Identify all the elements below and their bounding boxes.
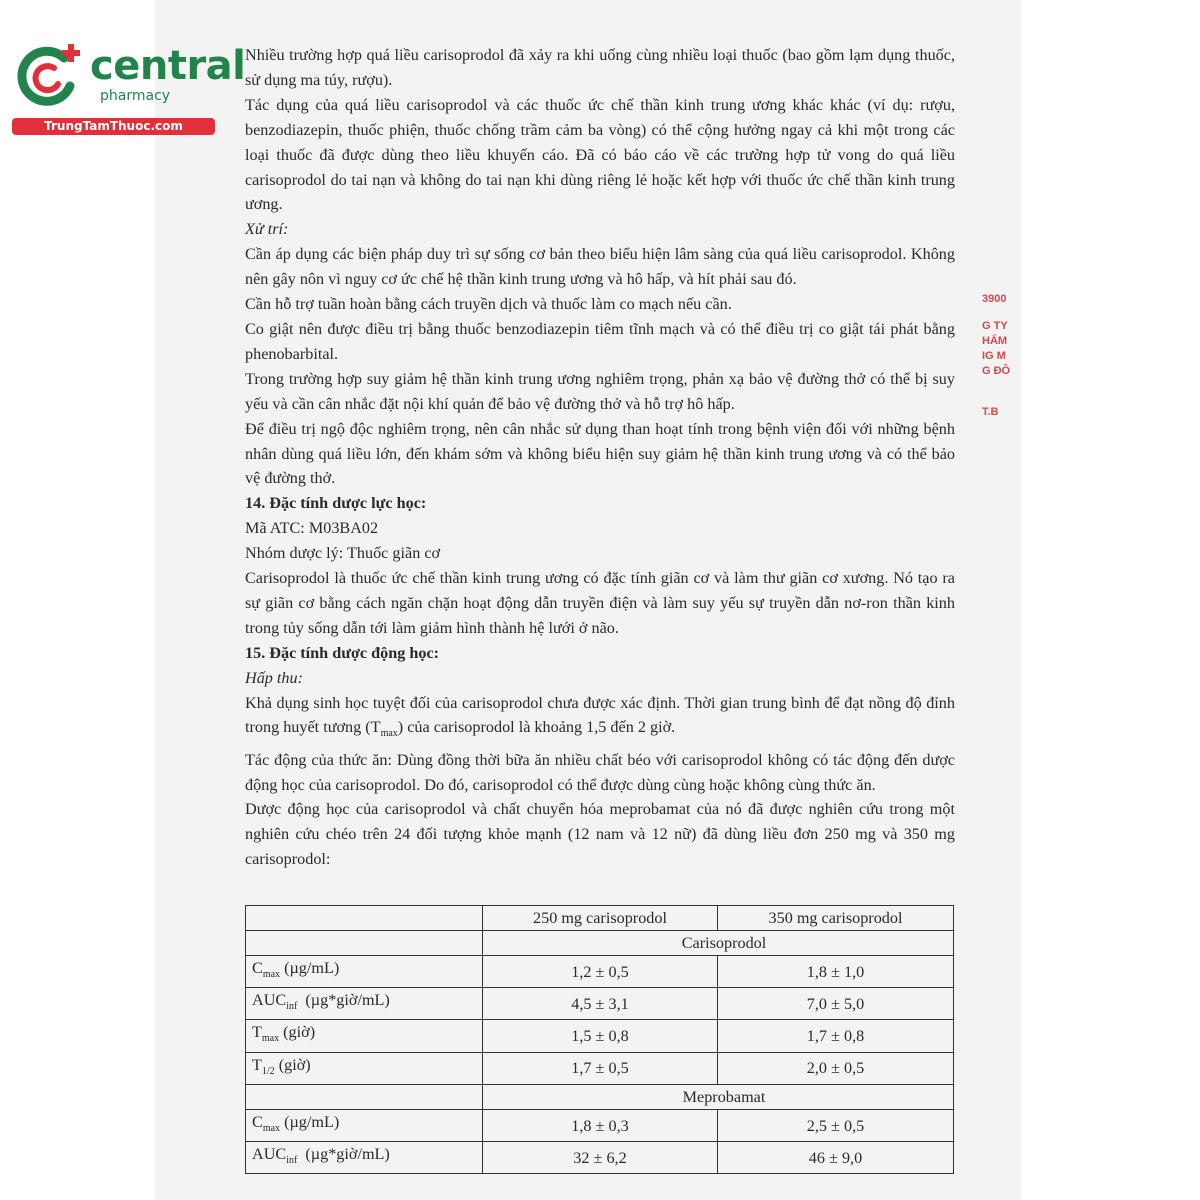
table-cell: [246, 1084, 483, 1109]
subheading: Xử trí:: [245, 220, 289, 239]
table-row: [246, 956, 954, 988]
parameter-symbol: T: [252, 1055, 262, 1074]
stamp-line: 3900: [982, 293, 1007, 305]
table-header-cell: 250 mg carisoprodol: [483, 906, 718, 931]
parameter-unit: (µg*giờ/mL): [297, 1145, 390, 1164]
parameter-symbol: C: [252, 1112, 263, 1131]
value-350mg: 1,8 ± 1,0: [718, 956, 954, 988]
value-250mg: 1,7 ± 0,5: [483, 1052, 718, 1084]
parameter-symbol: C: [252, 959, 263, 977]
parameter-unit: (µg/mL): [280, 1112, 340, 1131]
value-350mg: 46 ± 9,0: [718, 1142, 954, 1174]
parameter-label: [246, 956, 483, 988]
value-250mg: 1,2 ± 0,5: [483, 956, 718, 988]
document-body: [245, 43, 955, 872]
central-pharmacy-logo: [10, 38, 246, 138]
logo-subtitle: pharmacy: [100, 88, 171, 104]
value-350mg: 2,0 ± 0,5: [718, 1052, 954, 1084]
parameter-subscript: inf: [286, 1001, 298, 1013]
parameter-symbol: T: [252, 1023, 262, 1042]
group-name: Carisoprodol: [681, 934, 767, 952]
parameter-subscript: inf: [286, 1155, 298, 1167]
table-group-label: [483, 1084, 954, 1109]
stamp-line: HẨM: [982, 335, 1008, 347]
paragraph: Nhiều trường hợp quá liều carisoprodol đã xảy ra khi uống cùng nhiều loại thuốc (bao gồm lạm dụng thuốc, sử dụng ma túy, rượu).: [245, 46, 955, 89]
paragraph-text: ) của carisoprodol là khoảng 1,5 đến 2 giờ.: [397, 718, 676, 737]
stamp-line: IG M: [982, 350, 1006, 362]
pharmacokinetics-table: [245, 905, 954, 1174]
paragraph: Mã ATC: M03BA02: [245, 519, 379, 538]
paragraph: [245, 691, 955, 748]
table-row: [246, 988, 954, 1020]
paragraph: Tác động của thức ăn: Dùng đồng thời bữa ăn nhiều chất béo với carisoprodol không có tác động đến dược động học của carisoprodol. Do đó, carisoprodol có thể được dùng cùng hoặc không cùng thức ăn.: [245, 750, 955, 794]
value-250mg: 1,8 ± 0,3: [483, 1109, 718, 1141]
paragraph: Để điều trị ngộ độc nghiêm trọng, nên cân nhắc sử dụng than hoạt tính trong bệnh viện đối với những bệnh nhân dùng quá liều lớn, đến khám sớm và không biểu hiện suy giảm hệ thần kinh trung ương và có thể bảo vệ đường thở.: [245, 419, 955, 488]
table-row: [246, 1052, 954, 1084]
value-250mg: 32 ± 6,2: [483, 1142, 718, 1174]
logo-brand-name: central: [90, 43, 246, 89]
table-row: [246, 1020, 954, 1052]
parameter-unit: (giờ): [274, 1055, 311, 1074]
table-row: [246, 1142, 954, 1174]
value-350mg: 7,0 ± 5,0: [718, 988, 954, 1020]
parameter-unit: (µg*giờ/mL): [297, 991, 390, 1010]
table-row: [246, 1109, 954, 1141]
red-stamp-fragment: [982, 290, 1032, 440]
stamp-line: T.B: [982, 406, 999, 418]
table-group-label: [483, 931, 954, 956]
paragraph: Co giật nên được điều trị bằng thuốc benzodiazepin tiêm tĩnh mạch và có thể điều trị co giật tái phát bằng phenobarbital.: [245, 319, 955, 363]
parameter-label: [246, 988, 483, 1020]
section-heading: 14. Đặc tính dược lực học:: [245, 494, 427, 513]
group-name: Meprobamat: [682, 1087, 766, 1106]
parameter-label: [246, 1109, 483, 1141]
parameter-label: [246, 1142, 483, 1174]
table-header-cell: [246, 906, 483, 931]
table-group-row: [246, 1084, 954, 1109]
paragraph: Trong trường hợp suy giảm hệ thần kinh trung ương nghiêm trọng, phản xạ bảo vệ đường thở có thể bị suy yếu và cần cân nhắc đặt nội khí quản để bảo vệ đường thở và hỗ trợ hô hấp.: [245, 369, 955, 413]
pharmacy-logo-icon: [12, 40, 84, 112]
parameter-unit: (µg/mL): [280, 959, 340, 977]
paragraph-text: Khả dụng sinh học tuyệt đối của carisoprodol chưa được xác định. Thời gian trung bình để đạt nồng độ đỉnh trong huyết tương (T: [245, 693, 955, 737]
table-header-cell: 350 mg carisoprodol: [718, 906, 954, 931]
paragraph: Dược động học của carisoprodol và chất chuyển hóa meprobamat của nó đã được nghiên cứu trong một nghiên cứu chéo trên 24 đối tượng khỏe mạnh (12 nam và 12 nữ) đã dùng liều đơn 250 mg và 350 mg carisoprodol:: [245, 800, 955, 869]
parameter-subscript: max: [261, 1033, 280, 1045]
value-250mg: 4,5 ± 3,1: [483, 988, 718, 1020]
parameter-subscript: max: [262, 1123, 281, 1135]
subscript: max: [380, 728, 398, 740]
paragraph: Tác dụng của quá liều carisoprodol và các thuốc ức chế thần kinh trung ương khác khác (ví dụ: rượu, benzodiazepin, thuốc phiện, thuốc chống trầm cảm ba vòng) có thể cộng hưởng ngay cả khi một trong các loại thuốc đã được dùng theo liều khuyến cáo. Đã có báo cáo về các trường hợp tử vong do quá liều carisoprodol do tai nạn và không do tai nạn khi dùng riêng lẻ hoặc kết hợp với thuốc ức chế thần kinh trung ương.: [245, 95, 955, 214]
parameter-subscript: max: [262, 969, 281, 981]
value-250mg: 1,5 ± 0,8: [483, 1020, 718, 1052]
section-heading: 15. Đặc tính dược động học:: [245, 643, 440, 662]
stamp-line: G TY: [982, 320, 1008, 332]
parameter-symbol: AUC: [252, 991, 287, 1010]
table-header-row: [246, 906, 954, 931]
parameter-unit: (giờ): [279, 1023, 316, 1042]
parameter-subscript: 1/2: [261, 1065, 275, 1077]
paragraph: Carisoprodol là thuốc ức chế thần kinh trung ương có đặc tính giãn cơ và làm thư giãn cơ xương. Nó tạo ra sự giãn cơ bằng cách ngăn chặn hoạt động dẫn truyền điện và làm suy yếu sự truyền dẫn nơ-ron thần kinh trong tủy sống dẫn tới làm giảm hình thành hệ lưới ở não.: [245, 569, 955, 637]
parameter-label: [246, 1020, 483, 1052]
logo-website-badge: TrungTamThuoc.com: [12, 118, 215, 135]
stamp-line: G ĐÔ: [982, 365, 1011, 377]
parameter-symbol: AUC: [252, 1145, 287, 1164]
table-cell: [246, 931, 483, 956]
subheading: Hấp thu:: [245, 668, 303, 687]
table-group-row: [246, 931, 954, 956]
paragraph: Nhóm dược lý: Thuốc giãn cơ: [245, 544, 441, 563]
value-350mg: 1,7 ± 0,8: [718, 1020, 954, 1052]
parameter-label: [246, 1052, 483, 1084]
paragraph: Cần áp dụng các biện pháp duy trì sự sống cơ bản theo biểu hiện lâm sàng của quá liều carisoprodol. Không nên gây nôn vì nguy cơ ức chế hệ thần kinh trung ương và hô hấp, và hít phải sau đó.: [245, 245, 955, 289]
value-350mg: 2,5 ± 0,5: [718, 1109, 954, 1141]
paragraph: Cần hỗ trợ tuần hoàn bằng cách truyền dịch và thuốc làm co mạch nếu cần.: [245, 295, 732, 314]
